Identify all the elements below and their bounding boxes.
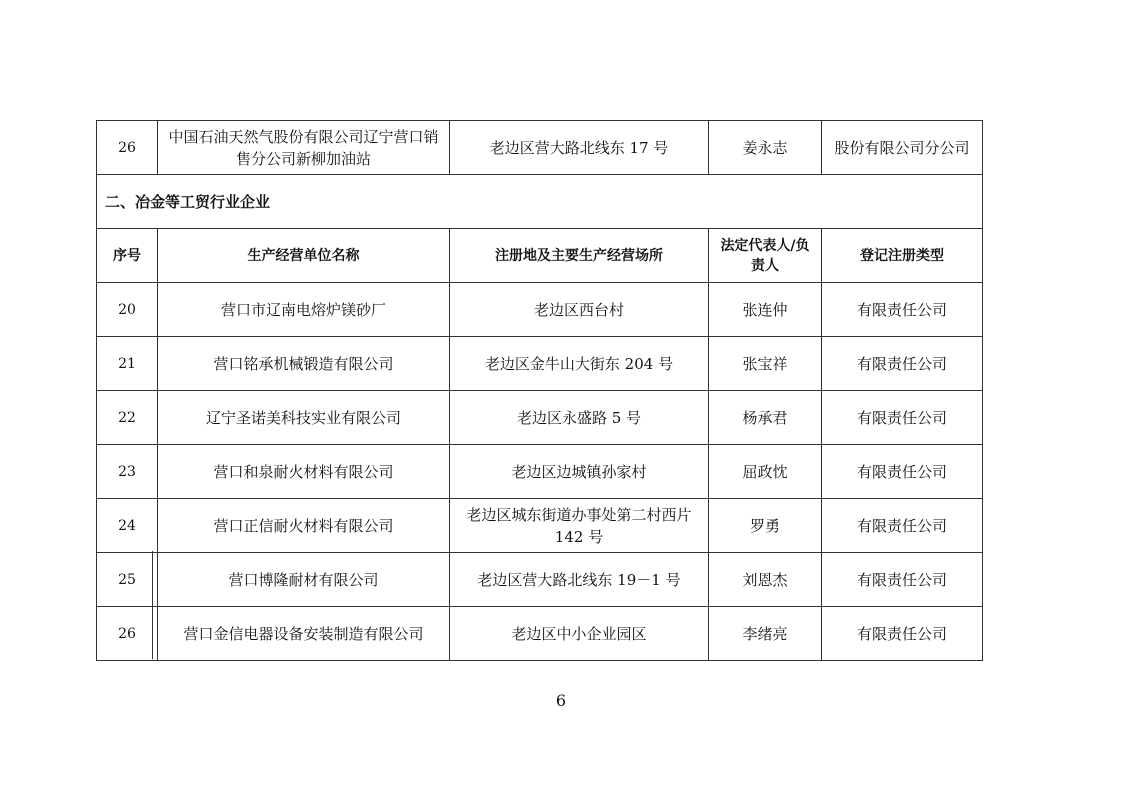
table-row xyxy=(97,607,983,661)
registration-type: 有限责任公司 xyxy=(822,445,983,499)
registration-type: 有限责任公司 xyxy=(822,607,983,661)
row-index: 25 xyxy=(97,553,158,607)
legal-representative: 姜永志 xyxy=(709,121,822,175)
company-address: 老边区永盛路 5 号 xyxy=(450,391,709,445)
legal-representative: 张宝祥 xyxy=(709,337,822,391)
enterprise-table xyxy=(96,120,983,661)
legal-representative: 屈政忱 xyxy=(709,445,822,499)
page-number: 6 xyxy=(555,691,567,710)
company-name: 营口和泉耐火材料有限公司 xyxy=(158,445,450,499)
registration-type: 有限责任公司 xyxy=(822,553,983,607)
company-name: 营口铭承机械锻造有限公司 xyxy=(158,337,450,391)
company-address: 老边区营大路北线东 17 号 xyxy=(450,121,709,175)
registration-type: 有限责任公司 xyxy=(822,499,983,553)
legal-representative: 李绪亮 xyxy=(709,607,822,661)
table-row xyxy=(97,283,983,337)
table-row xyxy=(97,337,983,391)
company-name: 营口正信耐火材料有限公司 xyxy=(158,499,450,553)
table-row xyxy=(97,445,983,499)
company-address: 老边区营大路北线东 19－1 号 xyxy=(450,553,709,607)
table-row xyxy=(97,391,983,445)
header-address: 注册地及主要生产经营场所 xyxy=(450,229,709,283)
table-row xyxy=(97,121,983,175)
row-index: 21 xyxy=(97,337,158,391)
column-divider xyxy=(152,551,153,659)
legal-representative: 张连仲 xyxy=(709,283,822,337)
company-name: 营口市辽南电熔炉镁砂厂 xyxy=(158,283,450,337)
header-row xyxy=(97,229,983,283)
company-name: 中国石油天然气股份有限公司辽宁营口销售分公司新柳加油站 xyxy=(158,121,450,175)
company-address: 老边区中小企业园区 xyxy=(450,607,709,661)
registration-type: 有限责任公司 xyxy=(822,337,983,391)
company-name: 营口博隆耐材有限公司 xyxy=(158,553,450,607)
section-title: 二、冶金等工贸行业企业 xyxy=(97,175,983,229)
company-address: 老边区城东街道办事处第二村西片 142 号 xyxy=(450,499,709,553)
registration-type: 有限责任公司 xyxy=(822,283,983,337)
legal-representative: 刘恩杰 xyxy=(709,553,822,607)
header-name: 生产经营单位名称 xyxy=(158,229,450,283)
table-row xyxy=(97,553,983,607)
legal-representative: 杨承君 xyxy=(709,391,822,445)
registration-type: 有限责任公司 xyxy=(822,391,983,445)
company-address: 老边区金牛山大街东 204 号 xyxy=(450,337,709,391)
row-index: 26 xyxy=(97,607,158,661)
company-name: 营口金信电器设备安装制造有限公司 xyxy=(158,607,450,661)
company-address: 老边区边城镇孙家村 xyxy=(450,445,709,499)
section-row xyxy=(97,175,983,229)
company-address: 老边区西台村 xyxy=(450,283,709,337)
company-name: 辽宁圣诺美科技实业有限公司 xyxy=(158,391,450,445)
registration-type: 股份有限公司分公司 xyxy=(822,121,983,175)
header-index: 序号 xyxy=(97,229,158,283)
table-row xyxy=(97,499,983,553)
legal-representative: 罗勇 xyxy=(709,499,822,553)
header-type: 登记注册类型 xyxy=(822,229,983,283)
header-representative: 法定代表人/负责人 xyxy=(709,229,822,283)
row-index: 20 xyxy=(97,283,158,337)
row-index: 26 xyxy=(97,121,158,175)
row-index: 22 xyxy=(97,391,158,445)
row-index: 24 xyxy=(97,499,158,553)
row-index: 23 xyxy=(97,445,158,499)
